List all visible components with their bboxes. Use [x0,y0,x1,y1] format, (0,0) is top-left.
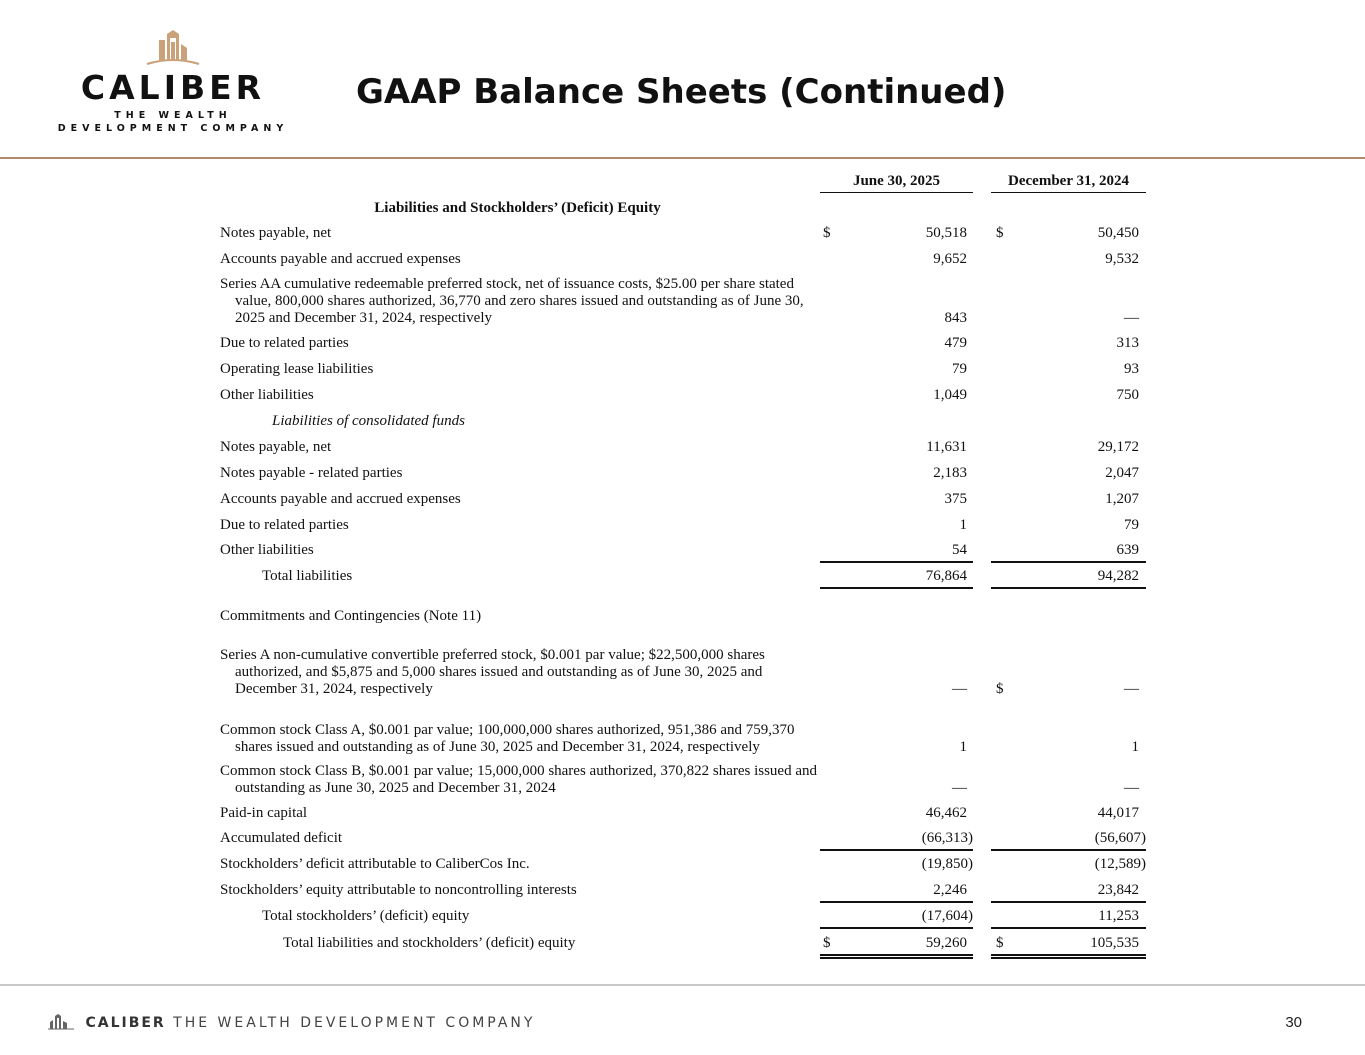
footer-brand: CALIBER [85,1015,166,1031]
logo-tagline: THE WEALTH DEVELOPMENT COMPANY [57,110,289,134]
row-value-dec-2024: 313 [1116,335,1139,351]
subtotal-rule [991,849,1146,851]
footer-tagline: THE WEALTH DEVELOPMENT COMPANY [173,1015,536,1031]
row-value-dec-2024: 1 [1131,739,1139,755]
dollar-sign: $ [996,225,1004,241]
row-value-dec-2024: 44,017 [1097,805,1139,821]
row-value-june-2025: 1 [959,739,967,755]
row-value-june-2025: 54 [952,542,967,558]
footer-divider [0,984,1365,986]
row-label: Total stockholders’ (deficit) equity [262,908,470,924]
row-label: Other liabilities [220,387,314,403]
double-rule [991,954,1146,956]
dollar-sign: $ [996,681,1004,697]
subtotal-rule [820,849,973,851]
total-rule [991,587,1146,589]
row-label: Stockholders’ equity attributable to noncontrolling interests [220,882,577,898]
table-row [0,881,1365,899]
row-value-june-2025: 46,462 [925,805,967,821]
row-label: Accounts payable and accrued expenses [220,491,461,507]
row-value-june-2025: 375 [944,491,967,507]
row-value-june-2025: 79 [952,361,967,377]
table-row-grand-total [0,934,1365,952]
table-row [0,224,1365,242]
row-label: Operating lease liabilities [220,361,374,377]
row-value-dec-2024: 23,842 [1097,882,1139,898]
caliber-logo [48,26,298,135]
row-label: Common stock Class A, $0.001 par value; 100,000,000 shares authorized, 951,386 and 759,370 shares issued and outstanding as of June 30, 2025 and December 31, 2024, respectively [220,722,795,755]
building-logo-icon [48,1012,74,1030]
row-value-june-2025: 1,049 [933,387,967,403]
row-value-june-2025: 11,631 [926,439,967,455]
table-row [0,334,1365,352]
row-subheading: Liabilities of consolidated funds [272,413,465,429]
table-row [0,516,1365,534]
row-value-june-2025: 2,246 [933,882,967,898]
page-title: GAAP Balance Sheets (Continued) [356,72,1007,112]
double-rule [991,957,1146,959]
logo-wordmark: CALIBER [80,68,266,107]
table-row [0,541,1365,559]
subtotal-rule [820,927,973,929]
row-value-june-2025: 843 [944,310,967,326]
column-header-dec-2024: December 31, 2024 [991,172,1146,193]
row-value-dec-2024: 1,207 [1105,491,1139,507]
row-label: Due to related parties [220,335,349,351]
row-value-june-2025: (17,604) [921,908,973,924]
table-row-total [0,567,1365,585]
table-row [0,274,1365,327]
row-value-dec-2024: 93 [1124,361,1139,377]
row-label: Commitments and Contingencies (Note 11) [220,608,482,624]
row-value-dec-2024: 9,532 [1105,251,1139,267]
row-value-june-2025: (66,313) [921,830,973,846]
row-value-june-2025: 59,260 [925,935,967,951]
row-label: Accounts payable and accrued expenses [220,251,461,267]
subtotal-rule [991,901,1146,903]
row-value-dec-2024: — [1124,780,1139,796]
page-number: 30 [1285,1014,1302,1031]
table-row [0,412,1365,430]
row-value-june-2025: 479 [944,335,967,351]
table-row-total [0,907,1365,925]
subtotal-rule [991,927,1146,929]
table-row [0,703,1365,756]
row-value-june-2025: 9,652 [933,251,967,267]
row-label: Notes payable, net [220,439,332,455]
table-row [0,250,1365,268]
table-row [0,761,1365,797]
header-divider [0,157,1365,159]
row-value-dec-2024: 639 [1116,542,1139,558]
total-rule [820,587,973,589]
row-label: Other liabilities [220,542,314,558]
row-value-june-2025: 50,518 [925,225,967,241]
row-value-dec-2024: 50,450 [1097,225,1139,241]
row-value-dec-2024: 105,535 [1090,935,1139,951]
row-label: Notes payable - related parties [220,465,403,481]
row-value-dec-2024: 94,282 [1097,568,1139,584]
table-row [0,386,1365,404]
row-value-dec-2024: 79 [1124,517,1139,533]
row-value-dec-2024: (12,589) [1094,856,1146,872]
row-label: Series AA cumulative redeemable preferred stock, net of issuance costs, $25.00 per share stated value, 800,000 shares authorized, 36,770 and zero shares issued and outstanding as of June 30, 2025 and December 31, 2024, respectively [220,276,804,326]
dollar-sign: $ [823,935,831,951]
row-value-dec-2024: — [1124,681,1139,697]
table-row [0,438,1365,456]
table-row [0,360,1365,378]
row-value-dec-2024: (56,607) [1094,830,1146,846]
row-value-dec-2024: — [1124,310,1139,326]
row-value-june-2025: 1 [959,517,967,533]
subtotal-rule [991,561,1146,563]
table-row [0,607,1365,625]
row-label: Notes payable, net [220,225,332,241]
table-row [0,490,1365,508]
row-label: Total liabilities [262,568,353,584]
row-label: Series A non-cumulative convertible preferred stock, $0.001 par value; $22,500,000 shares authorized, and $5,875 and 5,000 shares issued and outstanding as of June 30, 2025 and December 31, 2024, respectively [220,647,765,697]
row-label: Paid-in capital [220,805,308,821]
row-value-dec-2024: 11,253 [1098,908,1139,924]
table-row [0,804,1365,822]
row-value-june-2025: — [952,780,967,796]
row-value-dec-2024: 2,047 [1105,465,1139,481]
row-value-dec-2024: 750 [1116,387,1139,403]
row-label: Stockholders’ deficit attributable to CaliberCos Inc. [220,856,530,872]
dollar-sign: $ [823,225,831,241]
table-row [0,464,1365,482]
double-rule [820,954,973,956]
table-row [0,645,1365,698]
row-label: Total liabilities and stockholders’ (deficit) equity [283,935,576,951]
row-label: Accumulated deficit [220,830,343,846]
table-row [0,855,1365,873]
double-rule [820,957,973,959]
column-header-june-2025: June 30, 2025 [820,172,973,193]
building-logo-icon [141,26,205,66]
row-value-dec-2024: 29,172 [1097,439,1139,455]
row-label: Due to related parties [220,517,349,533]
section-title: Liabilities and Stockholders’ (Deficit) Equity [374,200,661,216]
subtotal-rule [820,561,973,563]
row-value-june-2025: — [952,681,967,697]
row-value-june-2025: (19,850) [921,856,973,872]
row-value-june-2025: 76,864 [925,568,967,584]
dollar-sign: $ [996,935,1004,951]
table-row [0,829,1365,847]
row-value-june-2025: 2,183 [933,465,967,481]
row-label: Common stock Class B, $0.001 par value; 15,000,000 shares authorized, 370,822 shares issued and outstanding as June 30, 2025 and December 31, 2024 [220,763,817,796]
footer-logo [48,1012,535,1033]
subtotal-rule [820,901,973,903]
